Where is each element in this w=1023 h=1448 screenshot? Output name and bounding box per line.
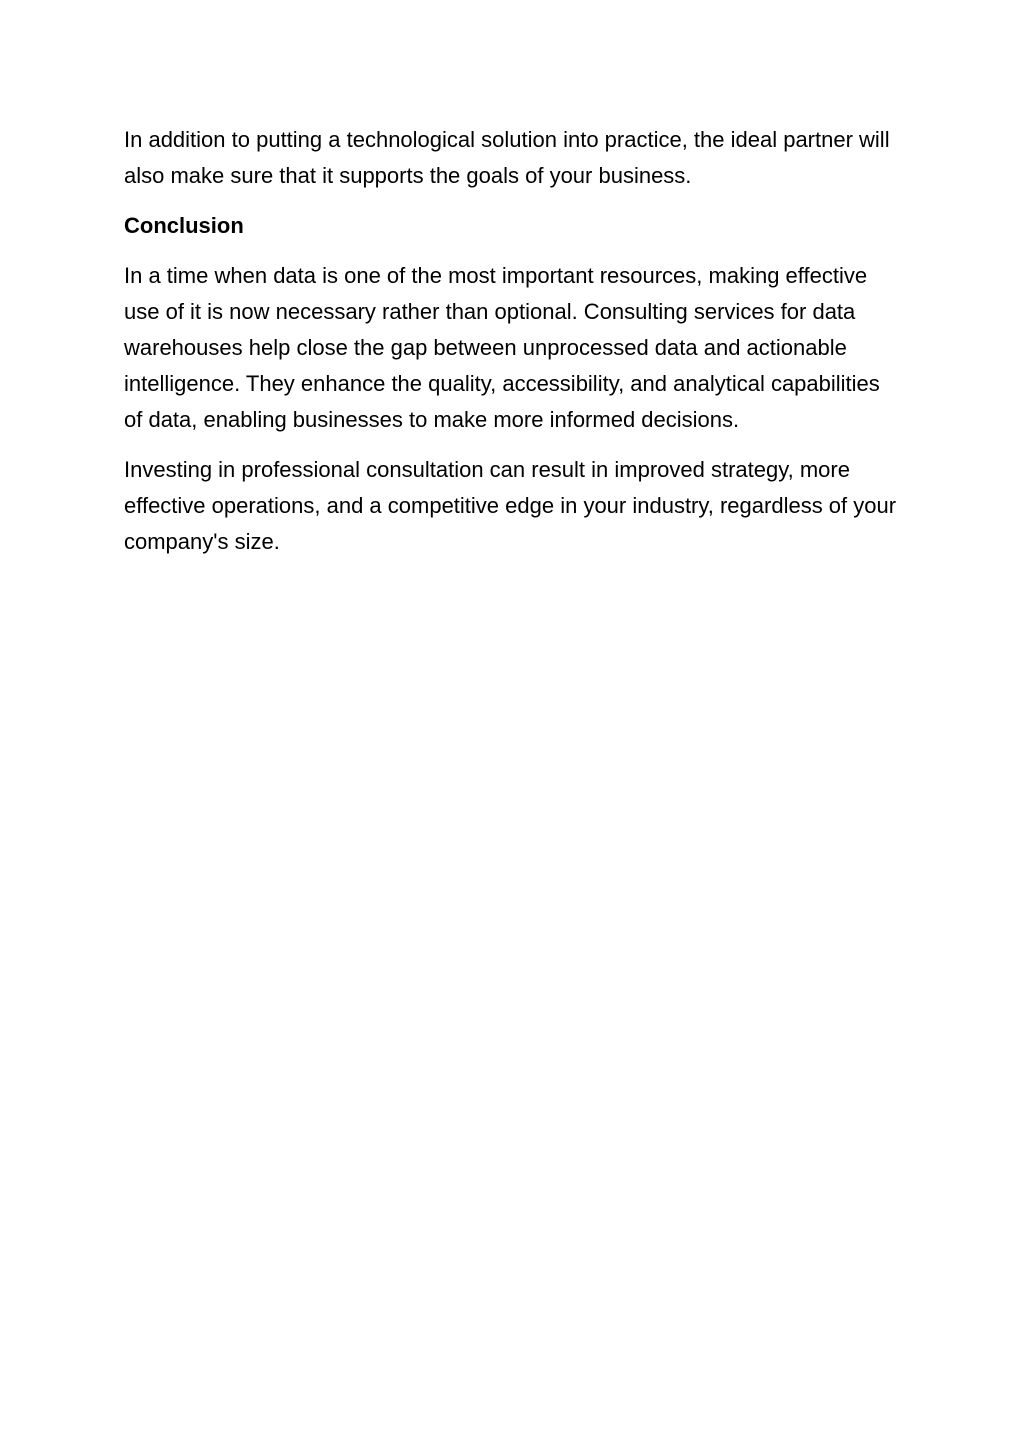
document-page: [124, 122, 904, 574]
section-heading-conclusion: Conclusion: [124, 213, 244, 238]
paragraph-intro: In addition to putting a technological solution into practice, the ideal partner will also make sure that it supports the goals of your business.: [124, 127, 890, 188]
paragraph-conclusion-1: In a time when data is one of the most important resources, making effective use of it is now necessary rather than optional. Consulting services for data warehouses help close the gap between unprocessed data and actionable intelligence. They enhance the quality, accessibility, and analytical capabilities of data, enabling businesses to make more informed decisions.: [124, 263, 880, 432]
paragraph-conclusion-2: Investing in professional consultation can result in improved strategy, more effective operations, and a competitive edge in your industry, regardless of your company's size.: [124, 457, 897, 554]
